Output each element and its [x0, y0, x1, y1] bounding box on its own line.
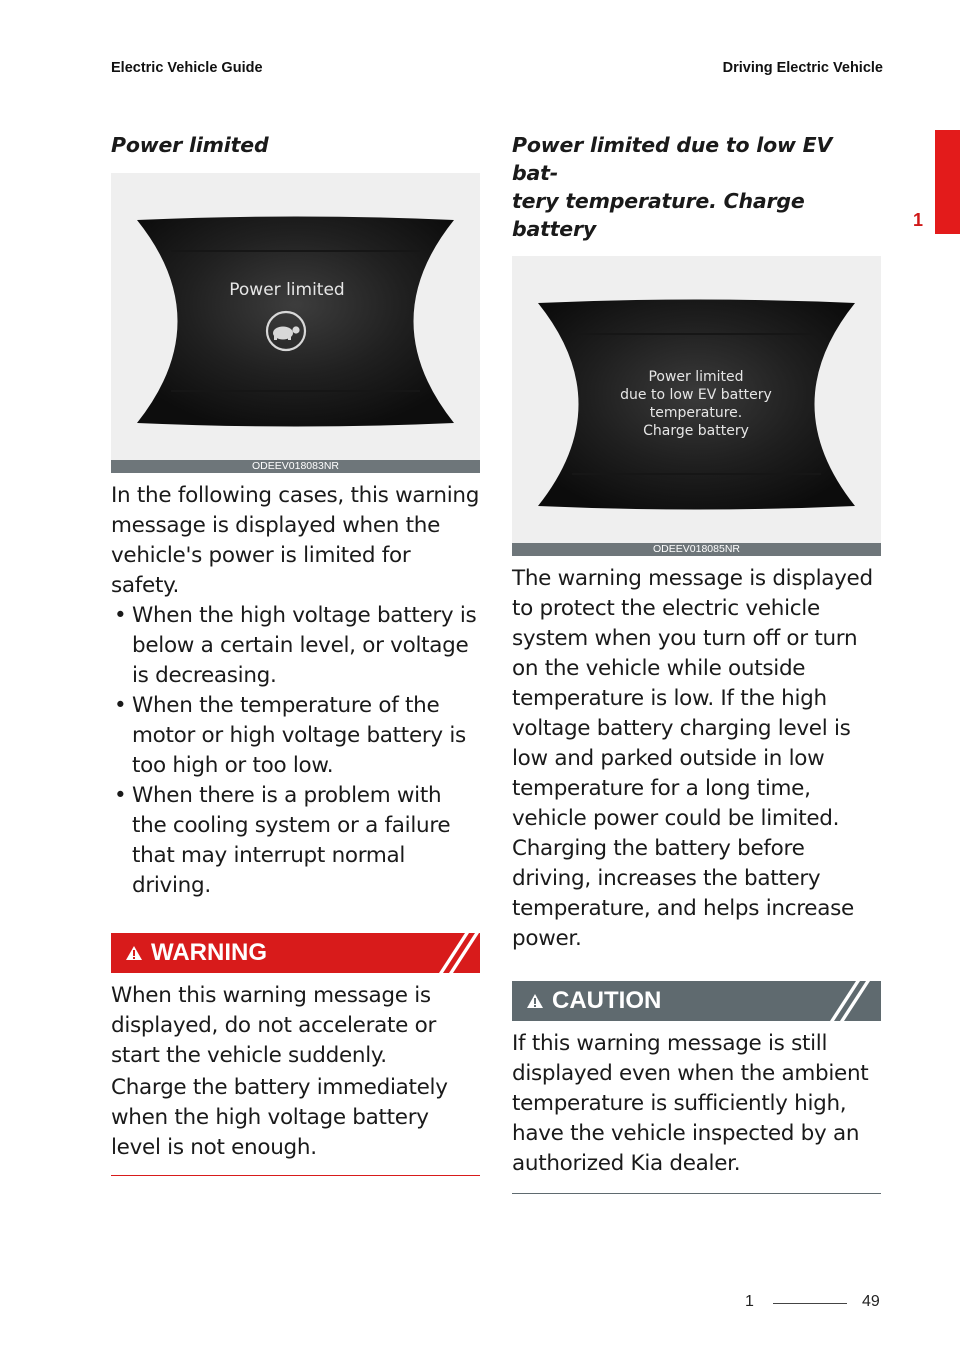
- section-title-power-limited: Power limited: [111, 133, 269, 157]
- warning-paragraph-2: Charge the battery immediately when the high voltage battery level is not enough.: [111, 1075, 448, 1160]
- caution-end-rule: [512, 1193, 881, 1194]
- caution-paragraph: If this warning message is still displayed even when the ambient temperature is sufficiently high, have the vehicle inspected by an authorized Kia dealer.: [512, 1031, 869, 1176]
- chapter-tab-marker: [935, 130, 960, 234]
- title-line-1: Power limited due to low EV bat-: [512, 133, 833, 185]
- cluster-screen-line: Power limited: [648, 369, 744, 385]
- cluster-screen-text: Power limited: [229, 280, 345, 300]
- header-section-title: Driving Electric Vehicle: [722, 60, 883, 76]
- footer-divider: [773, 1303, 847, 1304]
- cluster-display-illustration: [512, 256, 881, 556]
- footer-chapter-number: 1: [745, 1293, 754, 1310]
- caution-banner: [512, 981, 881, 1021]
- list-item: • When the temperature of the motor or high voltage battery is too high or too low.: [114, 693, 466, 778]
- figure-caption: ODEEV018085NR: [512, 543, 881, 556]
- title-line-2: tery temperature. Charge battery: [512, 189, 805, 241]
- left-column: [111, 131, 480, 1176]
- cluster-screen-line: Charge battery: [643, 423, 749, 439]
- list-item: • When the high voltage battery is below a certain level, or voltage is decreasing.: [114, 603, 477, 688]
- cluster-figure-power-limited: [111, 173, 480, 473]
- warning-banner: [111, 933, 480, 973]
- cluster-display-illustration: [111, 173, 480, 473]
- cluster-screen-line: temperature.: [649, 405, 743, 421]
- chapter-tab-number: 1: [912, 210, 923, 230]
- page-number: 49: [862, 1293, 880, 1310]
- right-column: [512, 131, 881, 1194]
- warning-end-rule: [111, 1175, 480, 1176]
- list-item: • When there is a problem with the cooling system or a failure that may interrupt normal driving.: [114, 783, 451, 898]
- section-title-power-limited-low-temp: [512, 131, 881, 243]
- warning-paragraph-1: When this warning message is displayed, do not accelerate or start the vehicle suddenly.: [111, 983, 437, 1068]
- warning-label: WARNING: [151, 939, 267, 966]
- figure-caption: ODEEV018083NR: [111, 460, 480, 473]
- explanation-paragraph: The warning message is displayed to protect the electric vehicle system when you turn off or turn on the vehicle while outside temperature is low. If the high voltage battery charging level is low and parked outside in low temperature for a long time, vehicle power could be limited. Charging the battery before driving, increases the battery temperature, and helps increase power.: [512, 566, 873, 951]
- header-guide-title: Electric Vehicle Guide: [111, 60, 263, 76]
- caution-label: CAUTION: [552, 987, 662, 1014]
- intro-paragraph: In the following cases, this warning message is displayed when the vehicle's power is limited for safety.: [111, 483, 480, 598]
- conditions-list: [111, 601, 480, 901]
- list-item-text: When the high voltage battery is below a certain level, or voltage is decreasing.: [132, 603, 477, 688]
- cluster-screen-line: due to low EV battery: [620, 387, 772, 403]
- warning-triangle-icon: [125, 945, 143, 961]
- caution-triangle-icon: [526, 993, 544, 1009]
- list-item-text: When there is a problem with the cooling system or a failure that may interrupt normal driving.: [132, 783, 451, 898]
- cluster-figure-low-temp: [512, 256, 881, 556]
- list-item-text: When the temperature of the motor or high voltage battery is too high or too low.: [132, 693, 466, 778]
